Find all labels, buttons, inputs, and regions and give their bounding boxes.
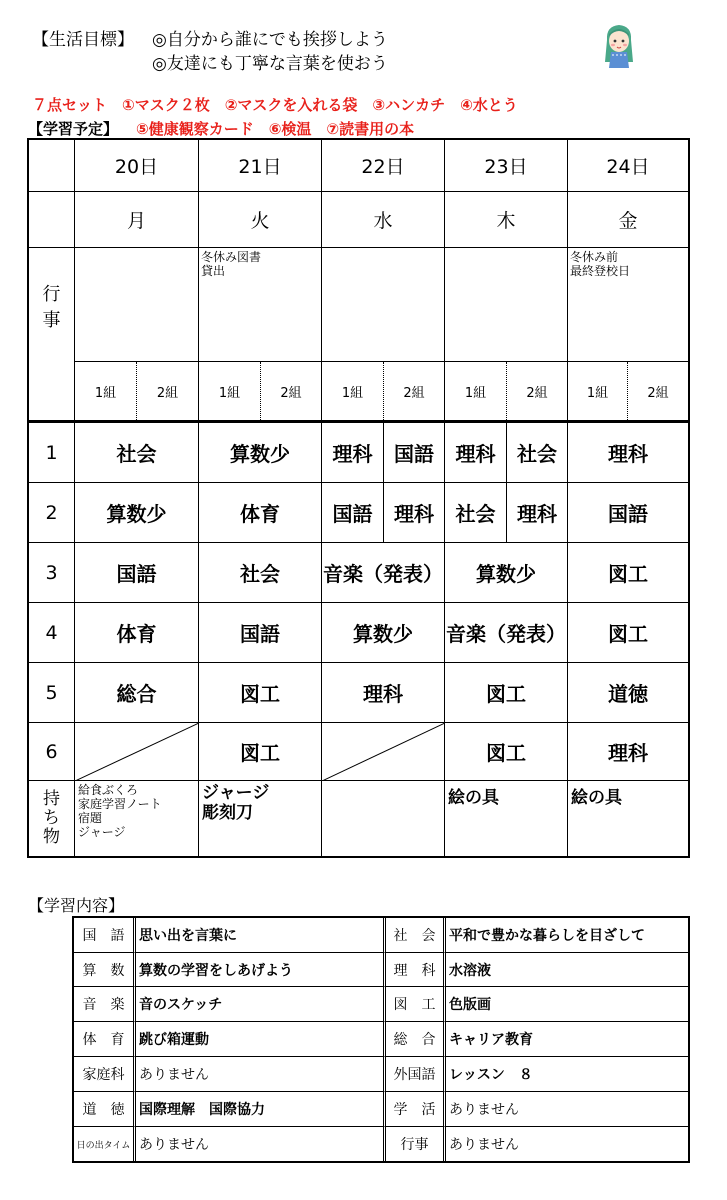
lesson-cell: 体育 — [75, 603, 199, 663]
lesson-cell: 国語 — [322, 483, 384, 543]
corner-cell — [29, 140, 75, 192]
subject-content: 思い出を言葉に — [136, 918, 386, 953]
class-2-header: 2組 — [384, 362, 445, 422]
subject-label: 家庭科 — [74, 1057, 136, 1092]
life-goal-line2: ◎友達にも丁寧な言葉を使おう — [152, 54, 388, 74]
subject-content: レッスン ８ — [446, 1057, 688, 1092]
class-2-header: 2組 — [507, 362, 568, 422]
subject-label: 外国語 — [386, 1057, 446, 1092]
lesson-cell: 音楽（発表） — [445, 603, 568, 663]
study-content-table — [72, 916, 690, 1163]
diagonal-line — [322, 723, 445, 781]
belongings-cell: 絵の具 — [571, 788, 622, 808]
subject-content: ありません — [136, 1057, 386, 1092]
date-header: 23日 — [445, 140, 568, 192]
subject-content: 音のスケッチ — [136, 987, 386, 1022]
belongings-cell: 給食ぶくろ 家庭学習ノート 宿題 ジャージ — [75, 781, 199, 856]
event-cell — [445, 248, 568, 362]
period-number: 3 — [29, 543, 75, 603]
study-content-label: 【学習内容】 — [28, 896, 125, 915]
subject-content: ありません — [449, 1137, 519, 1153]
class-1-header: 1組 — [199, 362, 261, 422]
weekday-header: 木 — [445, 192, 568, 248]
girl-mascot-icon — [600, 22, 638, 70]
seven-item-set: ７点セット ①マスク２枚 ②マスクを入れる袋 ③ハンカチ ④水とう — [32, 96, 518, 114]
period-number: 4 — [29, 603, 75, 663]
period-number: 6 — [29, 723, 75, 781]
subject-label: 学 活 — [386, 1092, 446, 1127]
subject-label: 道 徳 — [74, 1092, 136, 1127]
weekday-header: 金 — [568, 192, 688, 248]
subject-label: 社 会 — [386, 918, 446, 953]
class-1-header: 1組 — [568, 362, 628, 422]
date-header: 21日 — [199, 140, 322, 192]
date-header: 20日 — [75, 140, 199, 192]
class-1-header: 1組 — [322, 362, 384, 422]
class-2-header: 2組 — [261, 362, 322, 422]
subject-content: 平和で豊かな暮らしを目ざして — [446, 918, 688, 953]
corner-cell — [29, 192, 75, 248]
period-number: 5 — [29, 663, 75, 723]
events-label: 行 事 — [29, 248, 75, 422]
lesson-cell: 理科 — [507, 483, 568, 543]
lesson-cell: 理科 — [322, 423, 384, 483]
subject-content: 国際理解 国際協力 — [136, 1092, 386, 1127]
lesson-cell: 音楽（発表） — [322, 543, 445, 603]
subject-label: 体 育 — [74, 1022, 136, 1057]
subject-label: 総 合 — [386, 1022, 446, 1057]
diagonal-line — [75, 723, 199, 781]
lesson-cell: 理科 — [568, 723, 688, 781]
lesson-cell: 理科 — [568, 423, 688, 483]
class-2-header: 2組 — [628, 362, 688, 422]
lesson-cell: 図工 — [568, 543, 688, 603]
lesson-cell: 図工 — [199, 723, 322, 781]
class-1-header: 1組 — [445, 362, 507, 422]
date-header: 22日 — [322, 140, 445, 192]
subject-label: 行事 — [386, 1127, 446, 1161]
lesson-cell: 社会 — [199, 543, 322, 603]
lesson-cell: 図工 — [445, 663, 568, 723]
lesson-cell: 道徳 — [568, 663, 688, 723]
lesson-cell: 社会 — [507, 423, 568, 483]
life-goal-label: 【生活目標】 — [32, 30, 134, 50]
subject-content: 水溶液 — [446, 953, 688, 987]
lesson-cell: 理科 — [445, 423, 507, 483]
date-header: 24日 — [568, 140, 688, 192]
study-plan-label: 【学習予定】 — [28, 120, 119, 138]
event-cell — [75, 248, 199, 362]
belongings-cell: ジャージ 彫刻刀 — [199, 781, 322, 856]
lesson-cell: 国語 — [384, 423, 445, 483]
lesson-cell: 図工 — [199, 663, 322, 723]
belongings-cell: 絵の具 — [445, 781, 568, 856]
subject-label: 理 科 — [386, 953, 446, 987]
lesson-cell: 社会 — [445, 483, 507, 543]
lesson-cell: 算数少 — [322, 603, 445, 663]
lesson-cell: 体育 — [199, 483, 322, 543]
subject-content: 跳び箱運動 — [136, 1022, 386, 1057]
weekday-header: 月 — [75, 192, 199, 248]
lesson-cell: 算数少 — [199, 423, 322, 483]
lesson-cell: 社会 — [75, 423, 199, 483]
weekday-header: 水 — [322, 192, 445, 248]
lesson-cell-empty — [322, 723, 445, 781]
lesson-cell: 国語 — [568, 483, 688, 543]
lesson-cell: 理科 — [322, 663, 445, 723]
period-number: 2 — [29, 483, 75, 543]
class-2-header: 2組 — [137, 362, 199, 422]
weekly-schedule-table — [27, 138, 690, 858]
life-goal-line1: ◎自分から誰にでも挨拶しよう — [152, 30, 388, 50]
study-plan-items: ⑤健康観察カード ⑥検温 ⑦読書用の本 — [136, 120, 415, 138]
lesson-cell: 理科 — [384, 483, 445, 543]
subject-label: 音 楽 — [74, 987, 136, 1022]
lesson-cell: 図工 — [568, 603, 688, 663]
lesson-cell: 算数少 — [445, 543, 568, 603]
lesson-cell: 総合 — [75, 663, 199, 723]
subject-content: 算数の学習をしあげよう — [136, 953, 386, 987]
event-cell: 冬休み前 最終登校日 — [568, 248, 688, 362]
event-cell: 冬休み図書 貸出 — [199, 248, 322, 362]
subject-content: ありません — [136, 1127, 386, 1161]
period-number: 1 — [29, 423, 75, 483]
class-1-header: 1組 — [75, 362, 137, 422]
belongings-cell — [322, 781, 445, 856]
lesson-cell: 国語 — [199, 603, 322, 663]
subject-label: 国 語 — [74, 918, 136, 953]
lesson-cell: 国語 — [75, 543, 199, 603]
lesson-cell: 算数少 — [75, 483, 199, 543]
subject-content: ありません — [446, 1092, 688, 1127]
subject-label: 算 数 — [74, 953, 136, 987]
subject-label: 日の出タイム — [74, 1127, 136, 1161]
weekday-header: 火 — [199, 192, 322, 248]
subject-content: キャリア教育 — [446, 1022, 688, 1057]
belongings-label: 持 ち 物 — [29, 781, 75, 856]
subject-content: 色版画 — [446, 987, 688, 1022]
subject-label: 図 工 — [386, 987, 446, 1022]
event-cell — [322, 248, 445, 362]
lesson-cell: 図工 — [445, 723, 568, 781]
lesson-cell-empty — [75, 723, 199, 781]
